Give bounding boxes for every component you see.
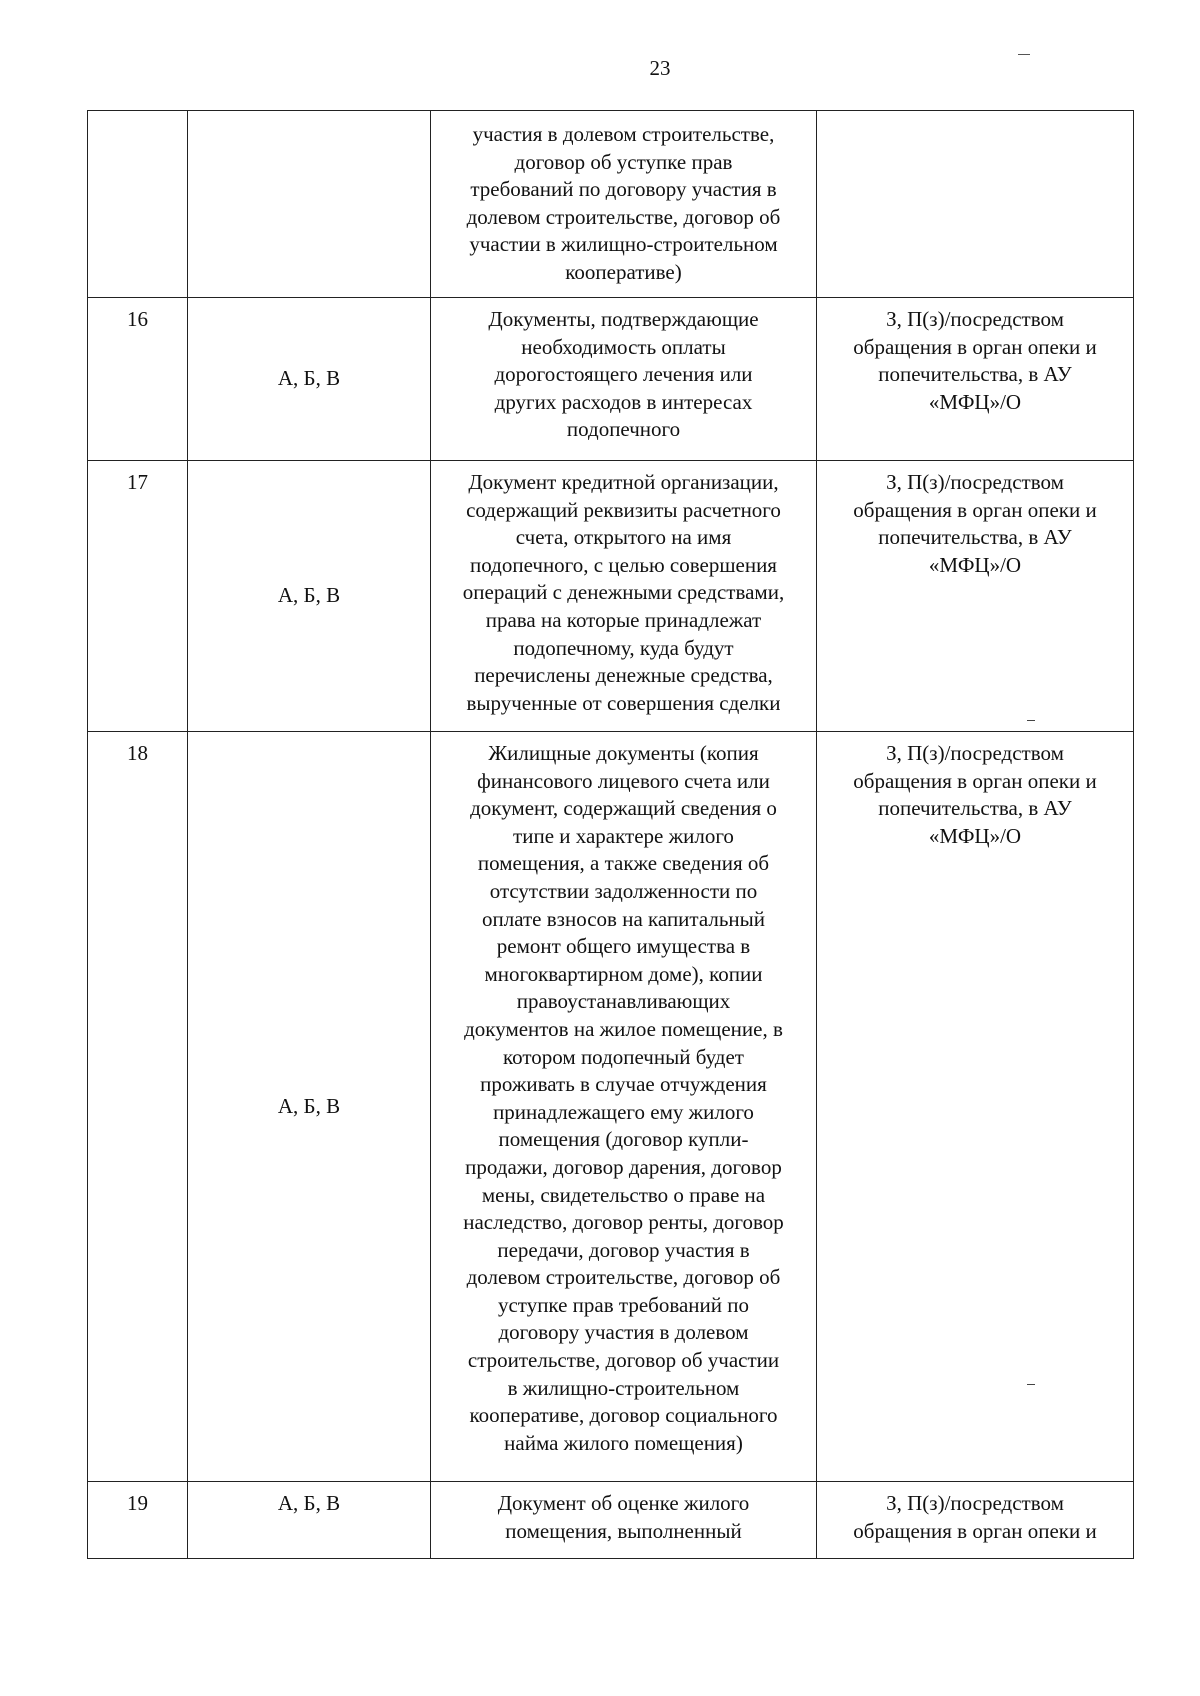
document-description — [431, 298, 817, 461]
row-number: 17 — [88, 461, 188, 732]
applicant-categories: А, Б, В — [188, 298, 431, 461]
method-text-line: «МФЦ»/О — [928, 552, 1022, 577]
applicant-categories: А, Б, В — [188, 1482, 431, 1559]
document-text-line: подопечного, с целью совершения — [470, 552, 777, 577]
document-text-line: кооперативе) — [565, 259, 682, 284]
document-text-line: других расходов в интересах — [494, 389, 753, 414]
document-text-line: долевом строительстве, договор об — [466, 204, 781, 229]
document-text-line: Документ об оценке жилого — [497, 1491, 750, 1515]
method-text-line: обращения в орган опеки и — [853, 768, 1097, 793]
row-number — [88, 111, 188, 298]
document-description — [431, 111, 817, 298]
applicant-categories — [188, 111, 431, 298]
document-text-line: продажи, договор дарения, договор — [465, 1154, 782, 1179]
document-text-line: правоустанавливающих — [516, 989, 731, 1014]
submission-method — [817, 1482, 1134, 1559]
scan-mark — [1018, 54, 1030, 58]
page-number: 23 — [649, 56, 671, 80]
row-number: 19 — [88, 1482, 188, 1559]
document-text-line: ремонт общего имущества в — [496, 934, 751, 959]
document-description — [431, 461, 817, 732]
method-text-line: З, П(з)/посредством — [886, 741, 1064, 765]
document-text-line: в жилищно-строительном — [507, 1375, 740, 1400]
document-text-line: типе и характере жилого — [513, 823, 734, 848]
method-text-line: попечительства, в АУ — [878, 362, 1072, 387]
document-text-line: проживать в случае отчуждения — [480, 1072, 767, 1097]
document-text-line: документ, содержащий сведения о — [470, 796, 777, 821]
document-text-line: помещения, выполненный — [505, 1518, 742, 1543]
document-text-line: наследство, договор ренты, договор — [463, 1210, 784, 1235]
document-text-line: необходимость оплаты — [521, 334, 726, 359]
document-description — [431, 1482, 817, 1559]
document-text-line: кооперативе, договор социального — [469, 1403, 778, 1428]
method-text-line: «МФЦ»/О — [928, 389, 1022, 414]
method-text-line: обращения в орган опеки и — [853, 334, 1097, 359]
submission-method — [817, 298, 1134, 461]
submission-method — [817, 461, 1134, 732]
document-text-line: содержащий реквизиты расчетного — [466, 497, 781, 522]
document-text-line: отсутствии задолженности по — [489, 878, 758, 903]
document-text-line: Документы, подтверждающие — [488, 307, 759, 331]
table-row — [88, 732, 1134, 1482]
document-text-line: вырученные от совершения сделки — [466, 690, 781, 715]
method-text-line: З, П(з)/посредством — [886, 307, 1064, 331]
document-text-line: многоквартирном доме), копии — [484, 961, 763, 986]
method-text-line: обращения в орган опеки и — [853, 1518, 1097, 1543]
method-text-line: попечительства, в АУ — [878, 525, 1072, 550]
document-text-line: права на которые принадлежат — [485, 607, 762, 632]
applicant-categories: А, Б, В — [188, 732, 431, 1482]
document-text-line: требований по договору участия в — [470, 177, 777, 202]
document-text-line: участия в долевом строительстве, — [472, 122, 775, 146]
method-text-line: «МФЦ»/О — [928, 823, 1022, 848]
document-text-line: операций с денежными средствами, — [462, 580, 785, 605]
submission-method — [817, 111, 1134, 298]
scan-tick-mark — [1027, 1384, 1035, 1385]
document-text-line: уступке прав требований по — [497, 1292, 750, 1317]
document-text-line: перечислены денежные средства, — [474, 663, 773, 688]
document-text-line: принадлежащего ему жилого — [493, 1099, 754, 1124]
document-text-line: мены, свидетельство о праве на — [481, 1182, 766, 1207]
document-text-line: котором подопечный будет — [503, 1044, 744, 1069]
document-text-line: помещения (договор купли- — [498, 1127, 749, 1152]
document-text-line: дорогостоящего лечения или — [494, 362, 753, 387]
table-row — [88, 1482, 1134, 1559]
document-text-line: Жилищные документы (копия — [488, 741, 759, 765]
method-text-line: З, П(з)/посредством — [886, 470, 1064, 494]
document-text-line: помещения, а также сведения об — [477, 851, 770, 876]
row-number: 16 — [88, 298, 188, 461]
document-text-line: финансового лицевого счета или — [477, 768, 770, 793]
table-row — [88, 111, 1134, 298]
applicant-categories: А, Б, В — [188, 461, 431, 732]
document-text-line: подопечного — [566, 417, 681, 442]
document-text-line: строительстве, договор об участии — [467, 1348, 780, 1373]
document-text-line: участии в жилищно-строительном — [469, 232, 778, 257]
scan-tick-mark — [1027, 720, 1035, 721]
method-text-line: обращения в орган опеки и — [853, 497, 1097, 522]
document-text-line: передачи, договор участия в — [497, 1237, 750, 1262]
document-text-line: найма жилого помещения) — [504, 1430, 743, 1455]
method-text-line: З, П(з)/посредством — [886, 1491, 1064, 1515]
document-text-line: договор об уступке прав — [514, 149, 733, 174]
document-text-line: Документ кредитной организации, — [468, 470, 779, 494]
document-text-line: счета, открытого на имя — [515, 525, 732, 550]
document-text-line: документов на жилое помещение, в — [464, 1016, 783, 1041]
method-text-line: попечительства, в АУ — [878, 796, 1072, 821]
document-text-line: оплате взносов на капитальный — [482, 906, 765, 931]
submission-method — [817, 732, 1134, 1482]
row-number: 18 — [88, 732, 188, 1482]
document-description — [431, 732, 817, 1482]
document-text-line: договору участия в долевом — [498, 1320, 749, 1345]
document-text-line: подопечному, куда будут — [513, 635, 734, 660]
table-row — [88, 298, 1134, 461]
document-text-line: долевом строительстве, договор об — [466, 1265, 781, 1290]
table-row — [88, 461, 1134, 732]
documents-table — [87, 110, 1134, 1559]
